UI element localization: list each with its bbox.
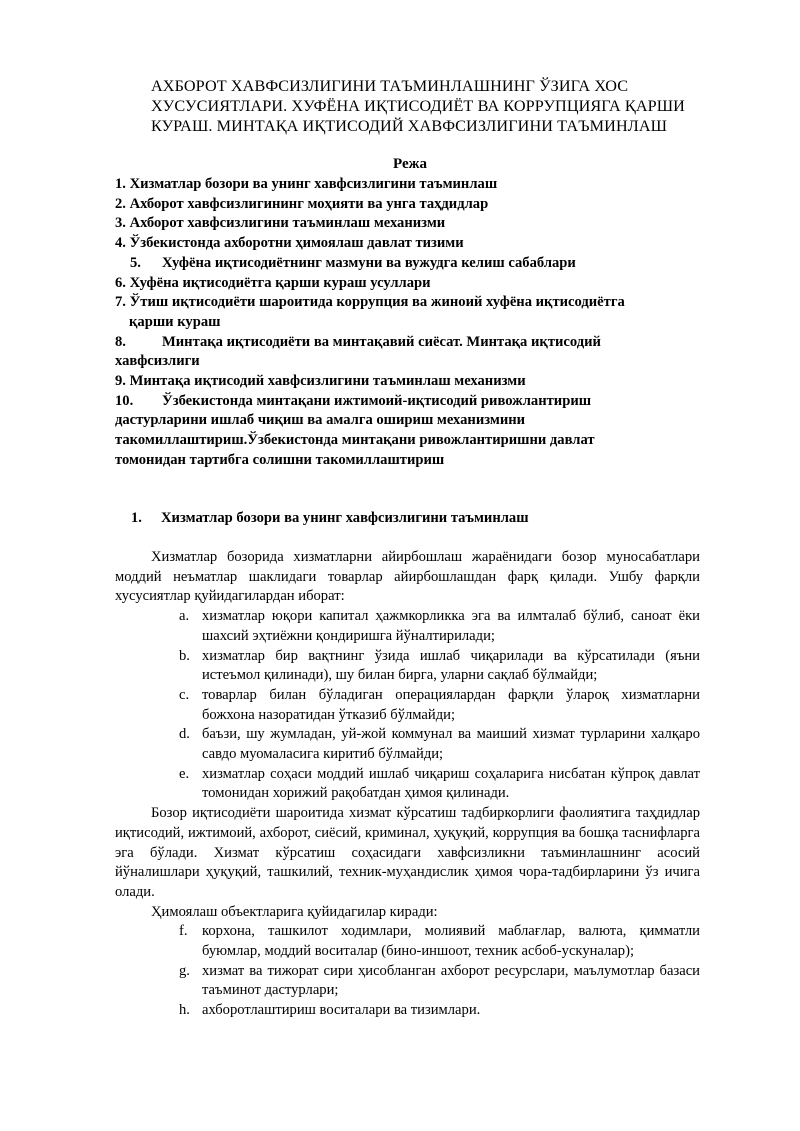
list-marker: c. xyxy=(179,686,190,703)
list-item xyxy=(115,765,700,804)
list-item xyxy=(115,962,700,1001)
toc-item-5-number: 5. xyxy=(130,254,141,271)
list-item xyxy=(115,607,700,646)
title-line-1: АХБОРОТ ХАВФСИЗЛИГИНИ ТАЪМИНЛАШНИНГ ЎЗИГА ХОС xyxy=(151,77,629,95)
toc-item-10-number: 10. xyxy=(115,392,134,409)
plan-heading xyxy=(0,154,800,174)
list-item-text: товарлар билан бўладиган операциялардан фарқли ўлароқ хизматларни божхона назоратидан ўтказиб бўлмайди; xyxy=(202,686,700,723)
toc-item-10-line-1 xyxy=(115,392,675,412)
list-item xyxy=(115,647,700,686)
list-marker: h. xyxy=(179,1002,190,1019)
list-marker: a. xyxy=(179,608,190,625)
title-line-2: ХУСУСИЯТЛАРИ. ХУФЁНА ИҚТИСОДИЁТ ВА КОРРУПЦИЯГА ҚАРШИ xyxy=(151,97,685,115)
list-item xyxy=(115,725,700,764)
table-of-contents xyxy=(115,175,675,471)
toc-item-6: 6. Хуфёна иқтисодиётга қарши кураш усуллари xyxy=(115,274,431,291)
paragraph-3: Ҳимоялаш объектларига қуйидагилар киради: xyxy=(151,903,438,920)
list-marker: e. xyxy=(179,765,190,782)
toc-item-8-text: Минтақа иқтисодиёти ва минтақавий сиёсат. Минтақа иқтисодий xyxy=(162,333,601,350)
paragraph-1: Хизматлар бозорида хизматларни айирбошлаш жараёнидаги бозор муносабатлари моддий неъматлар шаклидаги товарлар айирбошлашдан фарқ қилади. Ушбу фарқли хусусиятлар қуйидагилардан иборат: xyxy=(115,549,700,605)
toc-item-8-line-1 xyxy=(115,333,675,353)
section-title: Хизматлар бозори ва унинг хавфсизлигини таъминлаш xyxy=(161,510,529,526)
toc-item-9: 9. Минтақа иқтисодий хавфсизлигини таъминлаш механизми xyxy=(115,373,526,390)
list-item-text: корхона, ташкилот ходимлари, молиявий маблағлар, валюта, қимматли буюмлар, моддий воситалар (бино-иншоот, техник асбоб-ускуналар); xyxy=(202,923,700,960)
toc-item-8-line-2: хавфсизлиги xyxy=(115,353,200,370)
toc-item-7-line-2: қарши кураш xyxy=(129,313,221,330)
list-item xyxy=(115,686,700,725)
list-item-text: ахборотлаштириш воситалари ва тизимлари. xyxy=(202,1002,481,1019)
toc-item-10-line-3: такомиллаштириш.Ўзбекистонда минтақани ривожлантиришни давлат xyxy=(115,432,595,449)
list-item xyxy=(115,1001,700,1021)
toc-item-5 xyxy=(115,254,675,274)
list-item xyxy=(115,922,700,961)
list-marker: f. xyxy=(179,923,188,940)
list-item-text: хизмат ва тижорат сири ҳисобланган ахборот ресурслари, маълумотлар базаси таъминот дастурлари; xyxy=(202,962,700,999)
toc-item-3: 3. Ахборот хавфсизлигини таъминлаш механизми xyxy=(115,215,446,232)
list-marker: g. xyxy=(179,962,190,979)
list-item-text: баъзи, шу жумладан, уй-жой коммунал ва маиший хизмат турларини халқаро савдо муомаласига киритиб бўлмайди; xyxy=(202,726,700,763)
list-marker: b. xyxy=(179,647,190,664)
section-number: 1. xyxy=(131,510,142,526)
toc-item-4: 4. Ўзбекистонда ахборотни ҳимоялаш давлат тизими xyxy=(115,235,464,252)
paragraph-2: Бозор иқтисодиёти шароитида хизмат кўрсатиш тадбиркорлиги фаолиятига таҳдидлар иқтисодий, ижтимоий, ахборот, сиёсий, криминал, ҳуқуқий, коррупция ва бошқа таснифларга эга бўлади. Хизмат кўрсатиш соҳасидаги хавфсизликни таъминлашнинг асосий йўналишлари ҳуқуқий, ташкилий, техник-муҳандислик ҳимоя чора-тадбирларини ўз ичига олади. xyxy=(115,805,700,900)
plan-heading-text: Режа xyxy=(393,156,427,172)
toc-item-7-line-1: 7. Ўтиш иқтисодиёти шароитида коррупция ва жиноий хуфёна иқтисодиётга xyxy=(115,294,625,311)
toc-item-10-line-2: дастурларини ишлаб чиқиш ва амалга ошириш механизмини xyxy=(115,412,526,429)
list-features xyxy=(115,607,700,804)
list-item-text: хизматлар юқори капитал ҳажмкорликка эга ва илмталаб бўлиб, саноат ёки шахсий эҳтиёжни қондиришга йўналтирилади; xyxy=(202,608,700,644)
toc-item-1: 1. Хизматлар бозори ва унинг хавфсизлигини таъминлаш xyxy=(115,176,498,192)
title-line-3: КУРАШ. МИНТАҚА ИҚТИСОДИЙ ХАВФСИЗЛИГИНИ ТАЪМИНЛАШ xyxy=(151,117,668,135)
section-body xyxy=(115,548,700,1021)
list-item-text: хизматлар бир вақтнинг ўзида ишлаб чиқарилади ва кўрсатилади (яъни истеъмол қилинади), шу билан бирга, уларни сақлаб бўлмайди; xyxy=(202,647,700,684)
toc-item-5-text: Хуфёна иқтисодиётнинг мазмуни ва вужудга келиш сабаблари xyxy=(162,254,576,271)
toc-item-2: 2. Ахборот хавфсизлигининг моҳияти ва унга таҳдидлар xyxy=(115,195,489,212)
list-item-text: хизматлар соҳаси моддий ишлаб чиқариш соҳаларига нисбатан кўпроқ давлат томонидан хорижий рақобатдан ҳимоя қилинади. xyxy=(202,765,700,802)
toc-item-10-text: Ўзбекистонда минтақани ижтимоий-иқтисодий ривожлантириш xyxy=(162,392,592,409)
toc-item-8-number: 8. xyxy=(115,333,126,350)
list-marker: d. xyxy=(179,726,190,743)
section-heading xyxy=(131,508,529,528)
document-title xyxy=(130,76,690,136)
list-protection-objects xyxy=(115,922,700,1021)
toc-item-10-line-4: томонидан тартибга солишни такомиллаштириш xyxy=(115,451,445,468)
